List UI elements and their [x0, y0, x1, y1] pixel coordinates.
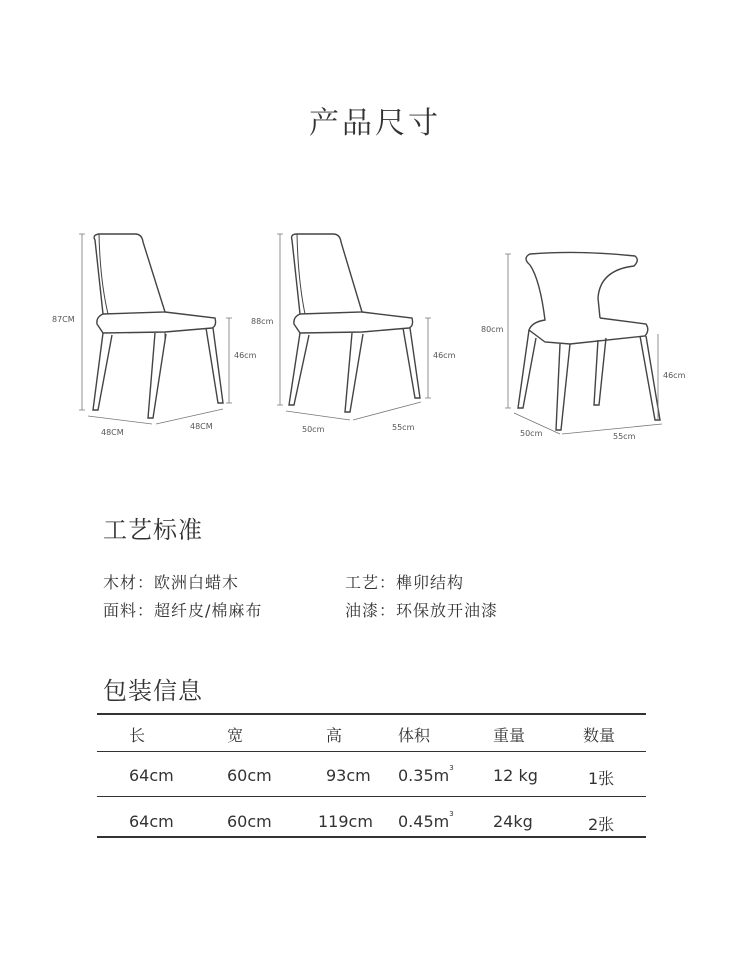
row2-width: 60cm: [227, 812, 272, 831]
row1-volume-exponent: 3: [449, 764, 454, 772]
spec-value: 超纤皮/棉麻布: [154, 601, 263, 620]
row1-weight: 12 kg: [493, 766, 538, 785]
header-weight: 重量: [493, 726, 526, 745]
spec-key: 面料: [103, 601, 138, 620]
spec-separator: ：: [137, 573, 155, 592]
chair-2-drawing: [289, 234, 420, 412]
row2-weight: 24kg: [493, 812, 533, 831]
chair-3-height: 80cm: [481, 325, 504, 334]
spec-key: 木材: [103, 573, 138, 592]
spec-paint: [345, 598, 498, 621]
spec-value: 环保放开油漆: [396, 601, 499, 620]
row2-volume-exponent: 3: [449, 810, 454, 818]
table-bottom-rule: [97, 836, 646, 838]
spec-separator: ：: [137, 601, 155, 620]
craft-heading: 工艺标准: [103, 516, 203, 544]
row1-volume-value: 0.35m: [398, 766, 450, 785]
row2-volume: [398, 812, 454, 831]
header-length: 长: [129, 726, 146, 745]
header-quantity: 数量: [583, 726, 616, 745]
chair-3-seat-height: 46cm: [663, 371, 686, 380]
spec-separator: ：: [379, 601, 397, 620]
spec-separator: ：: [379, 573, 397, 592]
row1-length: 64cm: [129, 766, 174, 785]
spec-key: 油漆: [345, 601, 380, 620]
header-volume: 体积: [398, 726, 431, 745]
row1-width: 60cm: [227, 766, 272, 785]
spec-key: 工艺: [345, 573, 380, 592]
spec-value: 欧洲白蜡木: [154, 573, 240, 592]
chair-3-depth: 55cm: [613, 432, 636, 441]
table-header-rule: [97, 751, 646, 752]
chair-1-seat-height: 46cm: [234, 351, 257, 360]
chair-1-drawing: [93, 234, 223, 418]
chair-1-depth: 48CM: [190, 422, 213, 431]
spec-wood: [103, 570, 239, 593]
chair-2-height: 88cm: [251, 317, 274, 326]
table-row-rule: [97, 796, 646, 797]
header-height: 高: [326, 726, 343, 745]
table-top-rule: [97, 713, 646, 715]
header-width: 宽: [227, 726, 244, 745]
row2-volume-value: 0.45m: [398, 812, 450, 831]
row1-height: 93cm: [326, 766, 371, 785]
spec-value: 榫卯结构: [396, 573, 465, 592]
row2-quantity: 2张: [588, 815, 615, 834]
spec-craft: [345, 570, 464, 593]
spec-fabric: [103, 598, 262, 621]
row2-height: 119cm: [318, 812, 373, 831]
packaging-heading: 包装信息: [103, 677, 203, 705]
chair-2-depth: 55cm: [392, 423, 415, 432]
row1-quantity: 1张: [588, 769, 615, 788]
chair-2-width: 50cm: [302, 425, 325, 434]
row2-length: 64cm: [129, 812, 174, 831]
chair-2-seat-height: 46cm: [433, 351, 456, 360]
chair-1-width: 48CM: [101, 428, 124, 437]
page-title: 产品尺寸: [309, 106, 441, 141]
chair-1-height: 87CM: [52, 315, 75, 324]
chair-3-drawing: [518, 252, 660, 430]
chair-dimension-diagrams: [0, 220, 750, 450]
row1-volume: [398, 766, 454, 785]
chair-3-width: 50cm: [520, 429, 543, 438]
